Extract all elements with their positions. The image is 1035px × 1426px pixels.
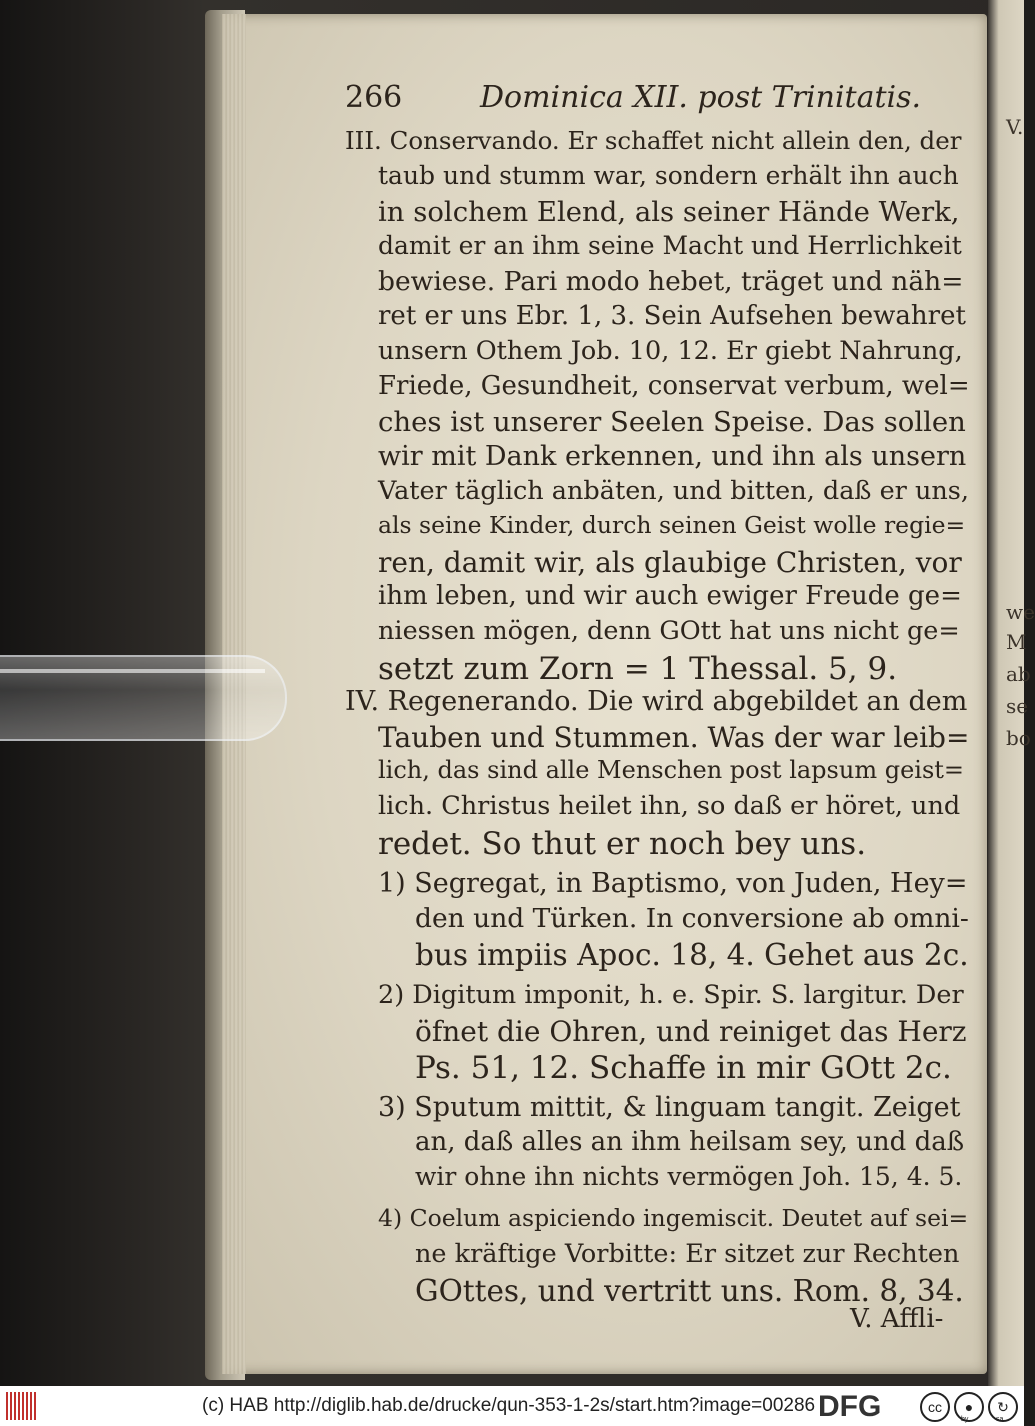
text-line: Friede, Gesundheit, conservat verbum, wel= — [378, 371, 970, 401]
sa-icon: ↻ — [988, 1392, 1018, 1422]
facing-fragment: ab — [1006, 662, 1031, 686]
text-line: 4) Coelum aspiciendo ingemiscit. Deutet auf sei= — [378, 1204, 969, 1232]
sa-label: sa — [996, 1416, 1004, 1423]
text-line: III. Conservando. Er schaffet nicht allein den, der — [345, 126, 962, 155]
text-line: 2) Digitum imponit, h. e. Spir. S. largitur. Der — [378, 980, 964, 1010]
plastic-clip — [0, 655, 287, 741]
text-line: den und Türken. In conversione ab omni- — [415, 903, 969, 934]
text-line: unsern Othem Job. 10, 12. Er giebt Nahrung, — [378, 336, 963, 366]
text-line: IV. Regenerando. Die wird abgebildet an dem — [345, 686, 968, 717]
text-line: Vater täglich anbäten, und bitten, daß er uns, — [378, 476, 969, 506]
text-line: ret er uns Ebr. 1, 3. Sein Aufsehen bewahret — [378, 301, 966, 331]
text-line: GOttes, und vertritt uns. Rom. 8, 34. — [415, 1274, 964, 1308]
text-line: ne kräftige Vorbitte: Er sitzet zur Rechten — [415, 1239, 960, 1269]
text-line: an, daß alles an ihm heilsam sey, und daß — [415, 1127, 965, 1157]
text-line: ren, damit wir, als glaubige Christen, vor — [378, 546, 962, 579]
text-line: Tauben und Stummen. Was der war leib= — [378, 721, 970, 754]
barcode-icon — [6, 1392, 36, 1420]
text-line: bewiese. Pari modo hebet, träget und näh= — [378, 266, 964, 297]
text-line: bus impiis Apoc. 18, 4. Gehet aus 2c. — [415, 938, 969, 972]
facing-fragment: M — [1006, 630, 1027, 654]
text-line: lich, das sind alle Menschen post lapsum geist= — [378, 756, 965, 784]
text-line: öfnet die Ohren, und reiniget das Herz — [415, 1015, 967, 1048]
text-line: in solchem Elend, als seiner Hände Werk, — [378, 196, 960, 228]
running-title: Dominica XII. post Trinitatis. — [480, 80, 922, 115]
text-line: damit er an ihm seine Macht und Herrlichkeit — [378, 231, 962, 260]
by-icon: ● — [954, 1392, 984, 1422]
text-line: 3) Sputum mittit, & linguam tangit. Zeiget — [378, 1092, 961, 1123]
footer-bar — [0, 1386, 1024, 1426]
text-line: 1) Segregat, in Baptismo, von Juden, Hey= — [378, 868, 968, 899]
dfg-logo: DFG — [818, 1390, 882, 1423]
text-line: taub und stumm war, sondern erhält ihn auch — [378, 161, 959, 190]
text-line: wir ohne ihn nichts vermögen Joh. 15, 4. 5. — [415, 1162, 963, 1191]
catchword: V. Affli- — [850, 1304, 944, 1334]
text-line: redet. So thut er noch bey uns. — [378, 826, 867, 862]
cc-icon: cc — [920, 1392, 950, 1422]
facing-fragment: V. — [1006, 115, 1024, 139]
page-number: 266 — [345, 80, 403, 115]
text-line: wir mit Dank erkennen, und ihn als unsern — [378, 441, 967, 472]
facing-fragment: se — [1006, 694, 1029, 718]
text-line: setzt zum Zorn = 1 Thessal. 5, 9. — [378, 651, 898, 687]
text-line: Ps. 51, 12. Schaffe in mir GOtt 2c. — [415, 1050, 952, 1086]
text-line: als seine Kinder, durch seinen Geist wolle regie= — [378, 511, 966, 539]
facing-fragment: bo — [1006, 726, 1031, 750]
text-line: ihm leben, und wir auch ewiger Freude ge= — [378, 581, 962, 611]
by-label: by — [961, 1416, 969, 1423]
facing-page-edge — [988, 0, 1027, 1386]
text-line: niessen mögen, denn GOtt hat uns nicht ge= — [378, 616, 960, 646]
facing-fragment: we — [1006, 600, 1035, 624]
copyright-link[interactable]: (c) HAB http://diglib.hab.de/drucke/qun-353-1-2s/start.htm?image=00286 — [202, 1395, 816, 1416]
text-line: lich. Christus heilet ihn, so daß er höret, und — [378, 791, 961, 821]
text-line: ches ist unserer Seelen Speise. Das sollen — [378, 406, 966, 438]
